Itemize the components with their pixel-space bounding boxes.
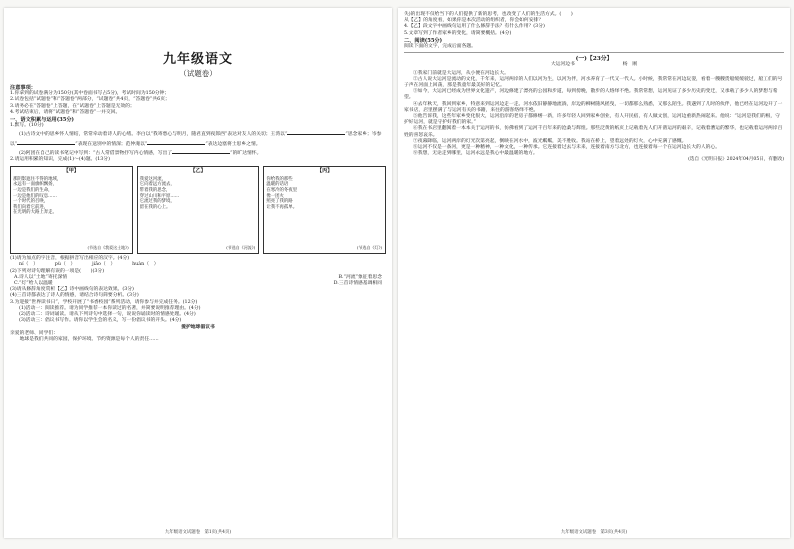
memo-body: 地球是我们共同的家园，保护环境、节约资源是每个人的责任…… (10, 336, 159, 342)
passage-number: (一)【23分】 (575, 56, 613, 63)
question-3-1: (1)活动一：阅读推荐。请为同学推荐一本你读过的名著，并简要说明推荐理由。(4分) (19, 305, 201, 311)
option-c[interactable]: C.“灯”给人以温暖 (14, 281, 53, 287)
passage-paragraph: ③如今，大运河已经成为世界文化遗产，河边修建了漂亮的公园和步道，每到傍晚，散步的人络绎不绝。我常常想，运河见证了多少历史的变迁，又承载了多少人的梦想与希望。 (404, 89, 778, 101)
notice-item: 2.试卷包括“试题卷”和“答题卷”两部分，“试题卷”共4页，“答题卷”共6页； (10, 97, 170, 103)
question-2-1: (1)请为加点的字注音，根据拼音写出相应的汉字。(4分) (10, 256, 130, 262)
answer-blank[interactable] (172, 148, 230, 154)
question-2: 2.请运用积累的知识，完成(1)～(4)题。(13分) (10, 157, 110, 163)
passage-paragraph: ⑨我想，无论走到哪里，运河永远是我心中最温暖的地方。 (413, 151, 538, 157)
left-column (10, 12, 386, 343)
answer-blank[interactable] (147, 139, 205, 145)
passage-paragraph: ⑥我在书店里翻阅着一本本关于运河的书，仿佛看到了运河千百年来的沧桑与辉煌。那些泛黄的纸页上记载着先人们开凿运河的艰辛，记载着漕运的繁华，也记载着运河两岸百姓的喜怒哀乐。 (404, 126, 783, 138)
question-text: 4.【乙】段文字中画线句运用了什么修辞手法？有什么作用？(3分) (404, 24, 545, 30)
poem-box-a: 【甲】 那阴影遮住不得的地域， 永远有一面旗帜飘扬， 一边是我们的生命， 一边是他们的叹息…… 一个时代的召唤， 我们向着它前进， 在光明的大路上奔走。 (节选自《我爱这土地》) (10, 166, 133, 254)
question-text: 5.文章写到了作者家乡的变化，请简要概括。(4分) (404, 30, 512, 36)
passage-author: 杨 刚 (622, 62, 638, 68)
section-heading: 二、阅读(55分) (404, 37, 443, 44)
memo-title: 爱护地球倡议书 (181, 324, 215, 331)
memo-greeting: 亲爱的老师、同学们： (10, 330, 58, 336)
passage-source: (选自《光明日报》2024年04月05日，有删改) (688, 157, 784, 163)
question-1-1: (1)古诗文中的思乡怀人情结，常常牵动着诗人的心绪。李白以“我寄愁心与明月，随君直到夜郎西”表达对友人的关切；王湾以“ ”思念家乡；岑参以“ ”表现在送别中的情深；范仲淹以“ ”表达边塞将士思乡之情。 (10, 129, 386, 147)
question-3-2: (2)活动二：诗词诵读。请从下列诗句中选择一句，说说你诵读时的情感处理。(4分) (19, 312, 196, 318)
passage-paragraph: ④去年秋天，我回到家乡，特意来到运河边走一走。河水依旧静静地流淌，岸边的柳树随风摇曳，一切都那么熟悉，又那么陌生。我遇到了儿时的伙伴，他已经在运河边开了一家书店，店里摆满了与运河有关的书籍，来往的游客络绎不绝。 (404, 101, 783, 113)
question-2-4: (4)三首诗都表达了诗人的情感，请结合诗句简要分析。(3分) (10, 293, 139, 299)
notice-header: 注意事项： (10, 85, 36, 91)
question-text: 失)的出现不仅给当下的人们提供了新的思考，也改变了人们的生活方式。( ) (404, 12, 573, 17)
notice-item: 3.请务必在“答题卷”上答题，在“试题卷”上答题是无效的； (10, 103, 135, 109)
left-page (4, 8, 392, 538)
answer-blank[interactable] (17, 139, 75, 145)
passage-paragraph: ②古人说大运河是流动的文化，千年来，运河两岸的人们以河为生，以河为伴，河水养育了一代又一代人。小时候，我常常在河边玩耍，看着一艘艘货船缓缓驶过，船工们的号子声在河面上回荡，那是我童年最美好的记忆。 (404, 76, 783, 89)
passage-paragraph: ⑦夜幕降临，运河两岸的灯光次第亮起，倒映在河水中，波光粼粼，美不胜收。我站在桥上，望着远处的灯火，心中充满了感慨。 (413, 138, 687, 144)
option-d[interactable]: D.三首诗情感基调相同 (333, 281, 382, 287)
page-footer: 九年级语文试题卷 第3页(共4页) (560, 530, 628, 535)
right-column (404, 12, 784, 164)
section-heading: 一、语文积累与运用(35分) (10, 117, 75, 124)
question-text: 从【乙】的角度看，如果你是本次活动的组织者，你会如何安排？ (404, 18, 544, 24)
notice-item: 4.考试结束后，请将“试题卷”和“答题卷”一并交回。 (10, 109, 121, 115)
right-page (398, 8, 790, 538)
exam-subtitle: （试题卷） (179, 69, 217, 78)
passage-paragraph: ⑤他告诉我，这些年家乡变化很大，运河沿岸的老房子都修缮一新，许多年轻人回到家乡创业，有人开民宿，有人做文创，运河边重新热闹起来。他说：“运河是我们的根，守护好运河，就是守护好我们的家。” (404, 114, 781, 126)
option-a[interactable]: A.诗人以“土地”寄托深情 (14, 274, 68, 280)
poem-box-b: 【乙】 我爱这河流， 它向着远方流去， 带着我的思念， 穿过山川和平原…… 它流过我的梦境， 留在我的心上。 (节选自《河流》) (137, 166, 260, 254)
question-3: 3.为迎接“世界读书日”，学校开展了“书香校园”系列活动，请你参与并完成任务。(12分) (10, 299, 198, 305)
pinyin-items[interactable]: ní（ ） pù（ ） jiǎo（ ） huàn（ ） (19, 262, 159, 268)
question-2-2: (2)下列对诗句理解有误的一项是( )(3分) (10, 268, 105, 274)
reading-intro: 阅读下面的文字，完成后面各题。 (404, 44, 476, 50)
answer-blank[interactable] (287, 129, 345, 135)
page-footer: 九年级语文试题卷 第1页(共4页) (164, 530, 232, 535)
question-1: 1.默写。(10分) (10, 123, 44, 129)
question-1-2: (2)阿团在自己的读书笔记中写到：“古人常借景物抒写内心情感，写出了 ”的旷达情怀。 (10, 148, 386, 157)
question-3-3: (3)活动三：倡议书写作。请你以学生会的名义，写一份倡议书的开头。(4分) (19, 318, 182, 324)
poem-box-c: 【丙】 你给我的那些 温暖的话语 在寒冷的冬夜里 像一团火 照亮了我的路 让我不再孤单。 (节选自《灯》) (263, 166, 386, 254)
passage-paragraph: ⑧运河不仅是一条河，更是一种精神，一种文化，一种传承。它连接着过去与未来，连接着南方与北方，也连接着每一个在运河边长大的人的心。 (413, 145, 721, 151)
notice-item: 1.你拿到的试卷满分为150分(其中卷面书写占5分)，考试时间为150分钟； (10, 91, 170, 97)
option-b[interactable]: B.“河流”象征着思念 (338, 274, 382, 280)
question-2-3: (3)请从修辞角度赏析【乙】诗中画线句的表达效果。(3分) (10, 287, 134, 293)
exam-title: 九年级语文 (162, 52, 233, 67)
poem-boxes (10, 166, 386, 254)
passage-paragraph: ①我家门前就是大运河，从小便在河边长大。 (413, 70, 509, 76)
passage-title: 大运河边书 杨 刚 (550, 62, 638, 68)
